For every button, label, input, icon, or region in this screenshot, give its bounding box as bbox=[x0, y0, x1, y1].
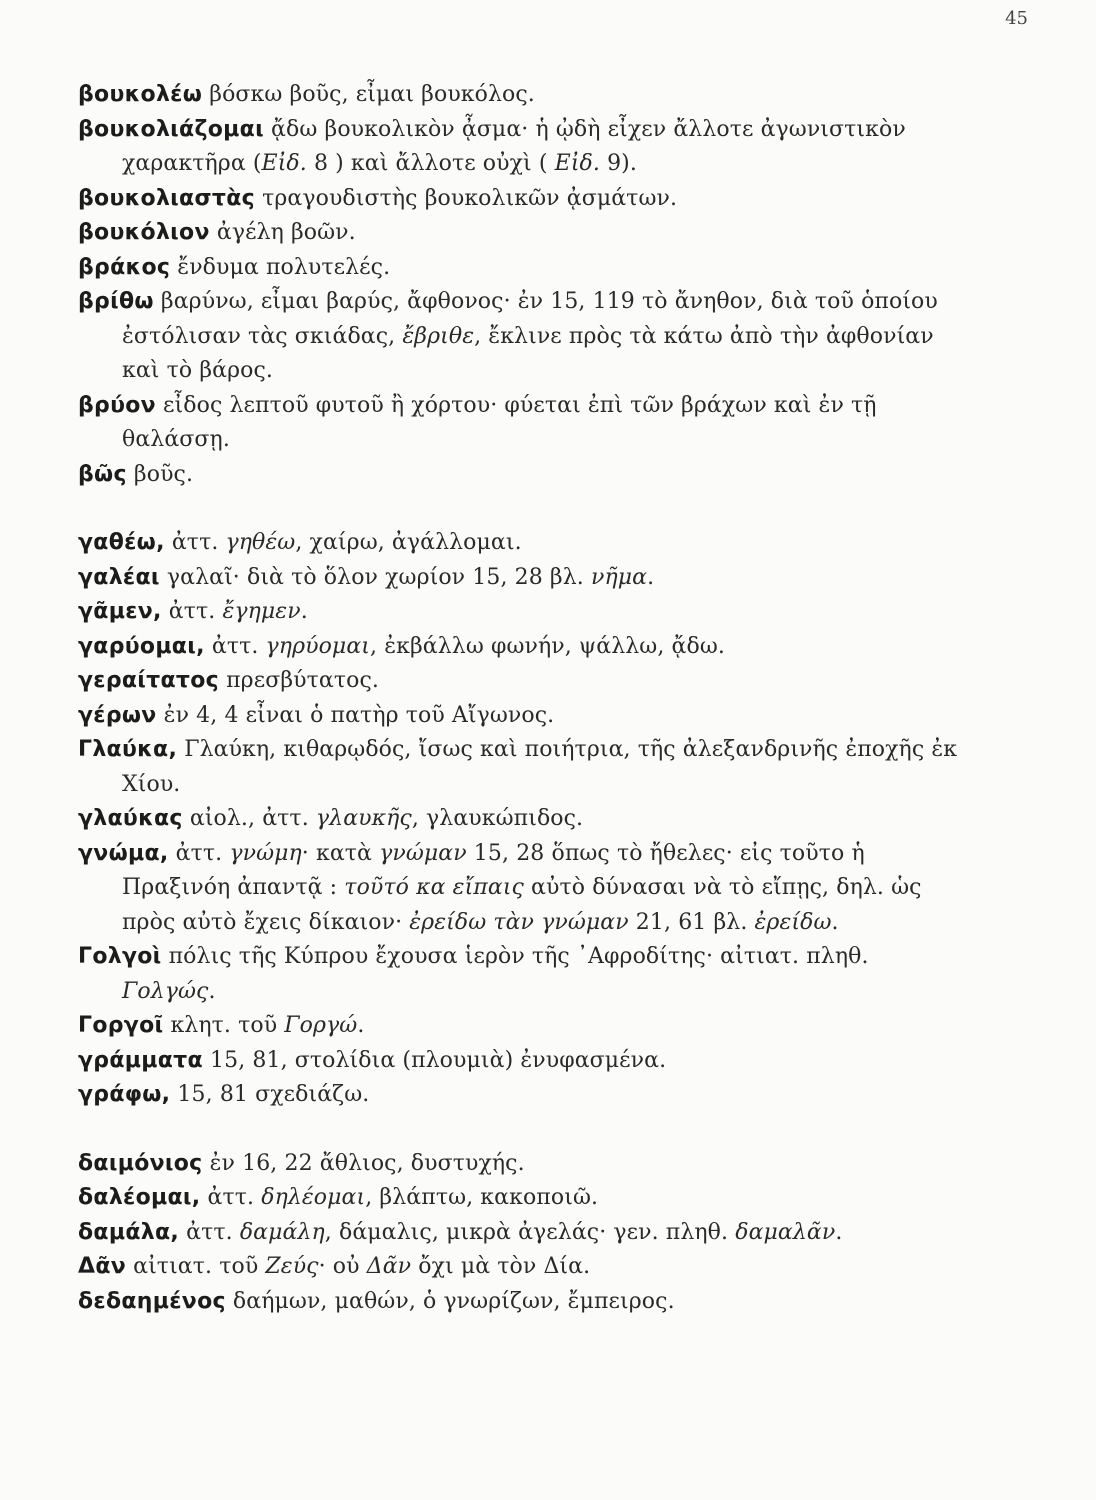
glossary-entry bbox=[78, 182, 958, 217]
entry-headword: γνώμα, bbox=[78, 840, 169, 866]
entry-italic-text: τοῦτό κα εἴπαις bbox=[344, 875, 524, 900]
entry-definition-text: ἀττ. bbox=[161, 599, 223, 624]
entry-italic-text: δαμάλη bbox=[239, 1219, 325, 1245]
entry-headword: γαλέαι bbox=[78, 564, 160, 590]
entry-headword: βῶς bbox=[78, 461, 127, 487]
entry-definition-text: ἀττ. bbox=[204, 633, 266, 659]
entry-definition-text: γαλαῖ· διὰ τὸ ὅλον χωρίον 15, 28 βλ. bbox=[159, 564, 591, 590]
entry-headword: γράμματα bbox=[78, 1047, 203, 1073]
entry-definition-text: κλητ. τοῦ bbox=[163, 1013, 285, 1038]
entry-definition-text: , ἐκβάλλω φωνήν, ψάλλω, ᾄδω. bbox=[370, 633, 725, 659]
entry-italic-text: νῆμα bbox=[590, 564, 648, 590]
page-number: 45 bbox=[1005, 8, 1028, 29]
entry-definition-text: 15, 81, στολίδια (πλουμιὰ) ἐνυφασμένα. bbox=[202, 1047, 667, 1073]
entry-definition-text: . bbox=[831, 909, 839, 935]
glossary-entry bbox=[78, 1181, 958, 1216]
entry-definition-text: 15, 81 σχεδιάζω. bbox=[170, 1082, 370, 1107]
entry-headword: βουκολιαστὰς bbox=[78, 185, 256, 211]
glossary-content bbox=[78, 78, 958, 1319]
entry-definition-text: πρεσβύτατος. bbox=[219, 668, 379, 693]
glossary-section bbox=[78, 1147, 958, 1320]
entry-definition-text: ἀττ. bbox=[164, 530, 226, 555]
entry-italic-text: δηλέομαι bbox=[261, 1185, 366, 1210]
entry-definition-text: 9). bbox=[599, 151, 637, 176]
entry-headword: δεδαημένος bbox=[78, 1288, 226, 1314]
glossary-entry bbox=[78, 664, 958, 699]
entry-headword: βουκολιάζομαι bbox=[78, 116, 264, 142]
glossary-entry bbox=[78, 733, 958, 802]
entry-definition-text: αἰολ., ἀττ. bbox=[182, 806, 316, 831]
entry-definition-text: , ἔκλινε πρὸς τὰ κάτω ἀπὸ τὴν ἀφθονίαν καὶ τὸ βάρος. bbox=[122, 323, 934, 383]
glossary-entry bbox=[78, 285, 958, 389]
glossary-section bbox=[78, 78, 958, 492]
glossary-entry bbox=[78, 389, 958, 458]
entry-headword: Δᾶν bbox=[78, 1254, 127, 1279]
entry-definition-text: · κατὰ bbox=[301, 840, 380, 866]
entry-headword: γεραίτατος bbox=[78, 668, 220, 693]
glossary-section bbox=[78, 526, 958, 1113]
entry-italic-text: ἐρείδω τὰν γνώμαν bbox=[409, 909, 629, 935]
entry-definition-text: αἰτιατ. τοῦ bbox=[126, 1254, 266, 1279]
entry-definition-text: , χαίρω, ἀγάλλομαι. bbox=[295, 530, 522, 555]
entry-headword: γλαύκας bbox=[78, 806, 183, 831]
entry-definition-text: πόλις τῆς Κύπρου ἔχουσα ἱερὸν τῆς ᾿Αφροδίτης· αἰτιατ. πληθ. bbox=[161, 944, 869, 969]
entry-definition-text: ἀττ. bbox=[179, 1219, 240, 1245]
entry-definition-text: · οὐ bbox=[318, 1254, 367, 1279]
entry-headword: δαλέομαι, bbox=[78, 1185, 201, 1210]
entry-italic-text: γηρύομαι bbox=[265, 633, 371, 659]
entry-definition-text: αὐτὸ δύνασαι νὰ τὸ εἴπῃς, δηλ. ὡς πρὸς αὐτὸ ἔχεις δίκαιον· bbox=[122, 875, 922, 935]
glossary-entry bbox=[78, 1044, 958, 1079]
entry-headword: βρίθω bbox=[78, 289, 154, 314]
glossary-entry bbox=[78, 1250, 958, 1285]
entry-italic-text: ἐρείδω bbox=[754, 909, 832, 935]
entry-headword: Γλαύκα, bbox=[78, 737, 178, 762]
entry-definition-text: ἐν 16, 22 ἄθλιος, δυστυχής. bbox=[202, 1150, 525, 1176]
entry-definition-text: . bbox=[208, 978, 216, 1004]
entry-definition-text: 8 ) καὶ ἄλλοτε οὐχὶ ( bbox=[306, 151, 555, 176]
entry-definition-text: ἀγέλη βοῶν. bbox=[209, 220, 356, 245]
entry-definition-text: , βλάπτω, κακοποιῶ. bbox=[365, 1185, 599, 1210]
entry-headword: βουκολέω bbox=[78, 82, 203, 107]
glossary-entry bbox=[78, 216, 958, 251]
entry-definition-text: δαήμων, μαθών, ὁ γνωρίζων, ἔμπειρος. bbox=[225, 1288, 675, 1314]
entry-definition-text: . bbox=[647, 564, 655, 590]
entry-headword: Γολγοὶ bbox=[78, 944, 162, 969]
glossary-entry bbox=[78, 251, 958, 286]
entry-definition-text: ἀττ. bbox=[168, 840, 230, 866]
glossary-entry bbox=[78, 630, 958, 665]
section-gap bbox=[78, 492, 958, 526]
entry-definition-text: ἀττ. bbox=[200, 1185, 262, 1210]
entry-definition-text: βόσκω βοῦς, εἶμαι βουκόλος. bbox=[202, 82, 535, 107]
entry-italic-text: γλαυκῆς bbox=[315, 806, 412, 831]
glossary-entry bbox=[78, 940, 958, 1009]
entry-definition-text: βοῦς. bbox=[126, 461, 194, 487]
entry-definition-text: 21, 61 βλ. bbox=[628, 909, 755, 935]
glossary-entry bbox=[78, 78, 958, 113]
section-gap bbox=[78, 1113, 958, 1147]
entry-definition-text: . bbox=[300, 599, 308, 624]
glossary-entry bbox=[78, 458, 958, 493]
entry-headword: βουκόλιον bbox=[78, 220, 210, 245]
glossary-entry bbox=[78, 1147, 958, 1182]
entry-italic-text: Εἰδ. bbox=[261, 151, 307, 176]
entry-headword: γαθέω, bbox=[78, 530, 165, 555]
entry-italic-text: ἔγημεν bbox=[222, 599, 301, 624]
entry-italic-text: γηθέω bbox=[225, 530, 296, 555]
entry-italic-text: Εἰδ. bbox=[554, 151, 600, 176]
entry-italic-text: Ζεύς bbox=[265, 1254, 319, 1279]
entry-definition-text: 15, 28 ὅπως τὸ ἤθελες· εἰς τοῦτο ἡ Πραξινόη ἀπαντᾷ : bbox=[122, 840, 865, 900]
glossary-entry bbox=[78, 561, 958, 596]
entry-definition-text: βαρύνω, εἶμαι βαρύς, ἄφθονος· ἐν 15, 119 τὸ ἄνηθον, διὰ τοῦ ὁποίου ἐστόλισαν τὰς σκιάδας, bbox=[122, 289, 938, 349]
entry-definition-text: . bbox=[835, 1219, 843, 1245]
glossary-entry bbox=[78, 837, 958, 941]
entry-definition-text: ἔνδυμα πολυτελές. bbox=[170, 254, 391, 280]
entry-headword: γέρων bbox=[78, 702, 157, 728]
entry-headword: βράκος bbox=[78, 254, 171, 280]
entry-definition-text: ὄχι μὰ τὸν Δία. bbox=[411, 1254, 591, 1279]
entry-definition-text: . bbox=[357, 1013, 365, 1038]
entry-definition-text: Γλαύκη, κιθαρῳδός, ἴσως καὶ ποιήτρια, τῆς ἀλεξανδρινῆς ἐποχῆς ἐκ Χίου. bbox=[122, 737, 958, 797]
entry-italic-text: γνώμαν bbox=[379, 840, 467, 866]
entry-definition-text: , δάμαλις, μικρὰ ἀγελάς· γεν. πληθ. bbox=[324, 1219, 736, 1245]
entry-italic-text: δαμαλᾶν bbox=[735, 1219, 836, 1245]
entry-italic-text: γνώμη bbox=[229, 840, 302, 866]
glossary-entry bbox=[78, 526, 958, 561]
entry-headword: δαμάλα, bbox=[78, 1219, 180, 1245]
entry-headword: γᾶμεν, bbox=[78, 599, 162, 624]
entry-italic-text: Γοργώ bbox=[284, 1013, 358, 1038]
glossary-entry bbox=[78, 699, 958, 734]
entry-italic-text: Γολγώς bbox=[122, 978, 209, 1004]
glossary-entry bbox=[78, 802, 958, 837]
entry-italic-text: ἔβριθε bbox=[402, 323, 475, 349]
glossary-entry bbox=[78, 595, 958, 630]
entry-headword: Γοργοῖ bbox=[78, 1013, 164, 1038]
entry-definition-text: ἐν 4, 4 εἶναι ὁ πατὴρ τοῦ Αἴγωνος. bbox=[156, 702, 555, 728]
entry-definition-text: , γλαυκώπιδος. bbox=[411, 806, 584, 831]
entry-italic-text: Δᾶν bbox=[366, 1254, 412, 1279]
entry-headword: δαιμόνιος bbox=[78, 1150, 203, 1176]
entry-headword: βρύον bbox=[78, 392, 156, 418]
entry-definition-text: ᾄδω βουκολικὸν ᾆσμα· ἡ ᾠδὴ εἶχεν ἄλλοτε ἀγωνιστικὸν χαρακτῆρα ( bbox=[122, 116, 906, 176]
glossary-entry bbox=[78, 1285, 958, 1320]
glossary-entry bbox=[78, 1216, 958, 1251]
entry-definition-text: εἶδος λεπτοῦ φυτοῦ ἢ χόρτου· φύεται ἐπὶ τῶν βράχων καὶ ἐν τῇ θαλάσσῃ. bbox=[122, 392, 877, 452]
entry-headword: γαρύομαι, bbox=[78, 633, 205, 659]
glossary-entry bbox=[78, 1078, 958, 1113]
glossary-entry bbox=[78, 113, 958, 182]
glossary-entry bbox=[78, 1009, 958, 1044]
entry-definition-text: τραγουδιστὴς βουκολικῶν ᾀσμάτων. bbox=[255, 185, 678, 211]
entry-headword: γράφω, bbox=[78, 1082, 171, 1107]
